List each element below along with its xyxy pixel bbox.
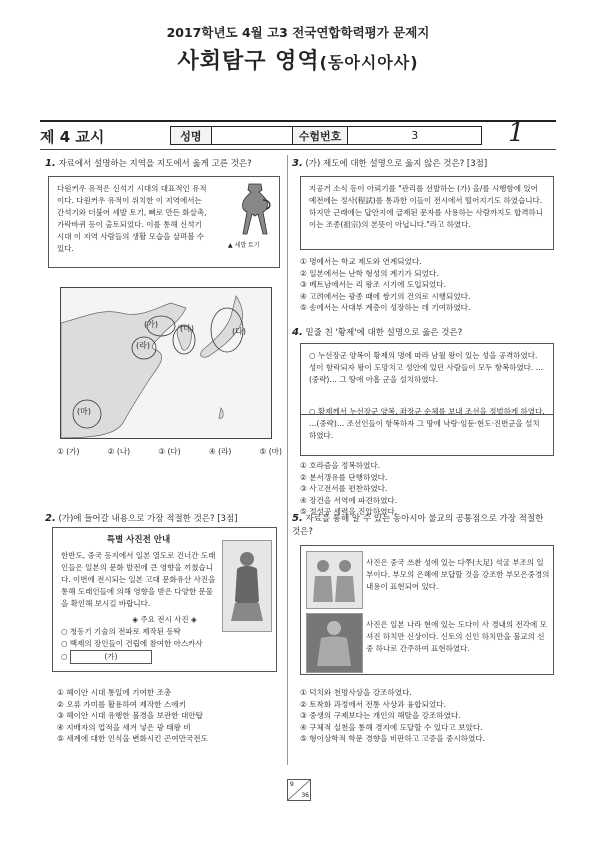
map-label-ga: (가) — [144, 320, 158, 329]
q3-option-2[interactable]: ② 일본에서는 난학 형성의 계기가 되었다. — [300, 268, 439, 278]
q5-option-2[interactable]: ② 토착화 과정에서 전통 사상과 융합되었다. — [300, 699, 446, 709]
q4-options — [300, 460, 555, 518]
candidate-info-box — [170, 126, 482, 145]
q5-options — [300, 687, 555, 745]
name-field[interactable] — [212, 127, 293, 144]
number-field[interactable]: 3 — [411, 129, 419, 142]
q5-option-4[interactable]: ④ 구체적 실천을 통해 경지에 도달할 수 있다고 보았다. — [300, 722, 483, 732]
hachiman-statue-image — [306, 613, 363, 673]
number-label: 수험번호 — [293, 127, 349, 144]
q2-option-5[interactable]: ⑤ 세계에 대한 인식을 변화시킨 곤여만국전도 — [57, 734, 208, 743]
footer-page: 9 — [290, 781, 294, 788]
q2-blank: (가) — [70, 650, 152, 664]
q5-option-3[interactable]: ③ 중생의 구제보다는 개인의 해탈을 강조하였다. — [300, 711, 461, 720]
q3-option-4[interactable]: ④ 고려에서는 광종 때에 쌍기의 건의로 시행되었다. — [300, 291, 471, 301]
page-counter — [287, 779, 311, 801]
q4-option-1[interactable]: ① 호라즘을 정복하였다. — [300, 461, 381, 470]
buddha-statue-image — [222, 540, 272, 632]
q1-options — [57, 446, 282, 458]
q3-option-3[interactable]: ③ 베트남에서는 리 왕조 시기에 도입되었다. — [300, 280, 446, 289]
map-label-na: (나) — [180, 324, 194, 333]
subject-main: 사회탐구 영역 — [177, 49, 320, 74]
q2-option-1[interactable]: ① 헤이안 시대 통일에 기여한 조총 — [57, 688, 172, 697]
map-label-ma: (마) — [77, 407, 91, 416]
q3-option-5[interactable]: ⑤ 송에서는 사대부 계층이 성장하는 데 기여하였다. — [300, 303, 471, 312]
q3-option-1[interactable]: ① 명에서는 학교 제도와 연계되었다. — [300, 257, 422, 266]
exam-title: 2017학년도 4월 고3 전국연합학력평가 문제지 — [166, 25, 430, 40]
q3-passage-box — [300, 176, 554, 250]
q2-options — [57, 687, 287, 745]
dazu-relief-image — [306, 551, 363, 609]
q2-list-item-1: ○ 청동기 기술의 전파로 제작된 동탁 — [61, 627, 181, 636]
q1-image-caption: ▲ 세발 토기 — [228, 242, 260, 249]
q5-prompt: 5. 자료를 통해 알 수 있는 동아시아 불교의 공통점으로 가장 적절한 것은? — [292, 513, 544, 537]
q2-option-2[interactable]: ② 오류 가미를 활용하여 제작한 스에키 — [57, 699, 186, 709]
map-label-da: (다) — [232, 327, 246, 336]
east-asia-map — [60, 287, 272, 439]
q1-option-1[interactable]: ① (가) — [57, 447, 80, 456]
q1-prompt: 1. 자료에서 설명하는 지역을 지도에서 옳게 고른 것은? — [45, 158, 252, 169]
q4-passage-1: ○ 누선장군 양복이 황제의 명에 따라 남월 왕이 있는 성을 공격하였다. 성이 함락되자 왕이 도망치고 성안에 있던 사람들이 모두 항복하였다. …(중략)… 그 땅에 아홉 군을 설치하였다. — [309, 351, 544, 384]
q4-prompt: 4. 밑줄 친 '황제'에 대한 설명으로 옳은 것은? — [292, 327, 463, 338]
q5-item-2: 사진은 일본 나라 현에 있는 도다이 사 경내의 전각에 모셔진 하치만 신상이다. 신토의 신인 하치만을 불교의 신 중 하나로 간주하여 표현하였다. — [366, 620, 547, 653]
q3-options — [300, 256, 555, 314]
name-label: 성명 — [171, 127, 212, 144]
map-label-ra: (라) — [136, 341, 150, 350]
q4-passage-2: ○ 황제께서 누선장군 양복, 좌장군 순체를 보내 조선을 정벌하게 하였다. …(중략)… 조선인들이 항복하자 그 땅에 낙랑·임둔·현도·진번군을 설치하였다. — [309, 407, 545, 440]
header-bottom-rule — [40, 149, 556, 150]
tripod-pottery-image — [235, 182, 275, 237]
column-divider — [287, 155, 288, 765]
q1-option-4[interactable]: ④ (라) — [208, 447, 232, 456]
subject-sub: (동아시아사) — [319, 53, 419, 72]
q2-box-text: 한반도, 중국 등지에서 일본 열도로 건너간 도래인들은 일본의 문화 발전에 큰 영향을 끼쳤습니다. 이번에 전시되는 일본 고대 문화유산 사진을 통해 도래인들에 의해 영향을 받은 다양한 문물을 확인해 보시길 바랍니다. — [61, 551, 216, 608]
q2-box-title: 특별 사진전 안내 — [106, 535, 171, 545]
q4-option-3[interactable]: ③ 사고전서를 편찬하였다. — [300, 484, 388, 493]
page-number: 1 — [508, 118, 525, 148]
subject-title — [0, 44, 596, 75]
q2-prompt: 2. (가)에 들어갈 내용으로 가장 적절한 것은? [3점] — [45, 513, 238, 524]
q2-list-item-3: ○ (가) — [61, 650, 268, 664]
q5-option-5[interactable]: ⑤ 형이상학적 학문 경향을 비판하고 고증을 중시하였다. — [300, 734, 486, 743]
q4-passage-box-2 — [300, 400, 554, 456]
q1-passage: 다원커우 유적은 신석기 시대의 대표적인 유적이다. 다원커우 유적이 위치한 이 지역에서는 간석기와 더불어 세발 토기, 뼈로 만든 화살촉, 가락바퀴 등이 출토되었다. 이를 통해 신석기 시대 이 지역 사람들의 생활 모습을 살펴볼 수 있다. — [57, 184, 207, 253]
q4-option-5[interactable]: ⑤ 정성공 세력을 진압하였다. — [300, 507, 398, 516]
header-top-rule — [40, 120, 556, 122]
q3-passage: 지공거 소식 등이 아뢰기를 "관리를 선발하는 (가) 을/를 시행함에 있어 예전에는 정사(程試)를 통과한 이들이 전시에서 떨어지기도 하였습니다. 하지만 근래에는 답안지에 급제된 문자를 사용하는 사람까지도 합격하니 이는 조종(祖宗)의 본뜻이 아닙니다."라고 하였다. — [309, 184, 544, 229]
q2-list-item-2: ○ 백제의 장인들이 건립에 참여한 아스카사 — [61, 639, 203, 648]
q1-option-5[interactable]: ⑤ (마) — [259, 447, 282, 456]
q1-option-3[interactable]: ③ (다) — [158, 447, 181, 456]
q5-item-1: 사진은 중국 쓰촨 성에 있는 다쭈(大足) 석굴 부조의 일부이다. 부모의 은혜에 보답할 것을 강조한 부모은중경의 내용이 표현되어 있다. — [366, 558, 550, 591]
session-label: 제 4 교시 — [40, 128, 105, 146]
q2-list-title: ◈ 주요 전시 사진 ◈ — [132, 615, 197, 624]
q3-prompt: 3. (가) 제도에 대한 설명으로 옳지 않은 것은? [3점] — [292, 158, 488, 169]
q5-option-1[interactable]: ① 덕치와 천명사상을 강조하였다. — [300, 688, 412, 697]
q1-option-2[interactable]: ② (나) — [107, 447, 131, 456]
footer-total: 36 — [301, 792, 309, 799]
q2-option-3[interactable]: ③ 헤이안 시대 유행한 불경을 보관한 대안탑 — [57, 711, 203, 720]
q4-option-2[interactable]: ② 분서갱유를 단행하였다. — [300, 472, 388, 482]
q4-option-4[interactable]: ④ 장건을 서역에 파견하였다. — [300, 495, 398, 505]
q2-option-4[interactable]: ④ 지배자의 업적을 새겨 넣은 광 태왕 비 — [57, 722, 191, 732]
